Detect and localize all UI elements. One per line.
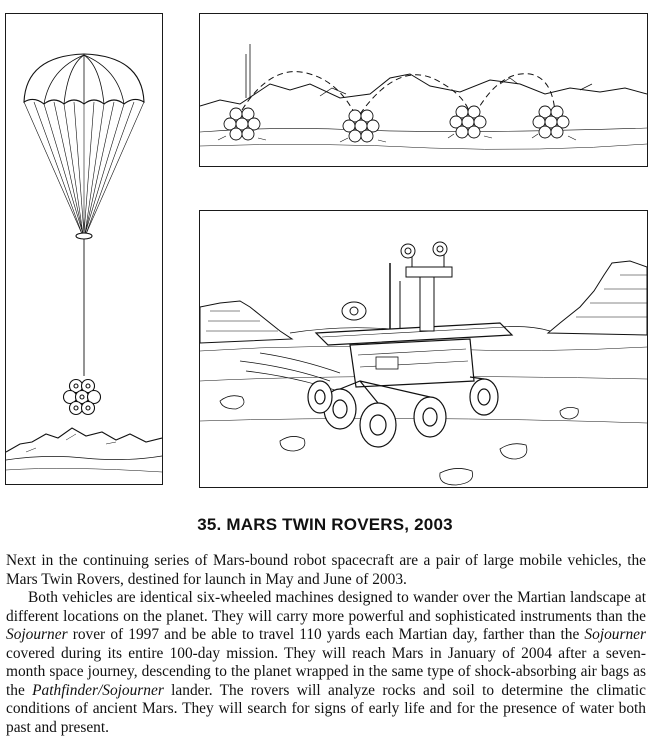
- rocks: [220, 396, 578, 485]
- mast: [420, 275, 434, 331]
- pathfinder-sojourner-ref: Pathfinder/Sojourner: [32, 681, 164, 699]
- sojourner-ref: Sojourner: [584, 626, 646, 643]
- dust-marks: [218, 134, 576, 142]
- wheels: [308, 379, 498, 447]
- right-mesa: [548, 261, 647, 335]
- sojourner-ref: Sojourner: [6, 626, 68, 643]
- rover-body: [350, 339, 474, 387]
- high-gain-dish: [342, 302, 366, 320]
- camera-dial-right: [433, 242, 447, 256]
- airbag-bounce-illustration: [199, 13, 648, 167]
- paragraph-2: Both vehicles are identical six-wheeled machines designed to wander over the Martian landscape at different locations on the planet. They will carry more powerful and sophisticated instruments than the Sojourner rover of 1997 and be able to travel 110 yards each Martian day, farther than the Sojourner covered during its entire 100-day mission. They will reach Mars in January of 2004 after a seven-month space journey, descending to the planet wrapped in the same type of shock-absorbing air bags as the Pathfinder/Sojourner lander. The rovers will analyze rocks and soil to determine the climatic conditions of ancient Mars. They will search for signs of early life and for the presence of water both past and present.: [6, 589, 646, 736]
- paragraph-1: Next in the continuing series of Mars-bound robot spacecraft are a pair of large mobile vehicles, the Mars Twin Rovers, destined for launch in May and June of 2003.: [6, 552, 646, 588]
- parachute-lines: [24, 102, 144, 234]
- left-mesa: [200, 301, 292, 343]
- page-title: 35. MARS TWIN ROVERS, 2003: [197, 515, 453, 534]
- backshell: [76, 233, 92, 239]
- airbag-ball: [224, 106, 569, 142]
- rover-on-mars-illustration: [199, 210, 648, 488]
- bounce-trajectory: [242, 72, 555, 114]
- camera-dial-left: [401, 244, 415, 258]
- horizon-hills: [200, 74, 647, 106]
- airbag-cluster: [64, 380, 101, 415]
- rover: [308, 242, 512, 447]
- falling-lines: [246, 44, 250, 98]
- body-text: [6, 552, 646, 737]
- parachute-descent-illustration: [5, 13, 163, 485]
- distant-mountains: [6, 428, 162, 452]
